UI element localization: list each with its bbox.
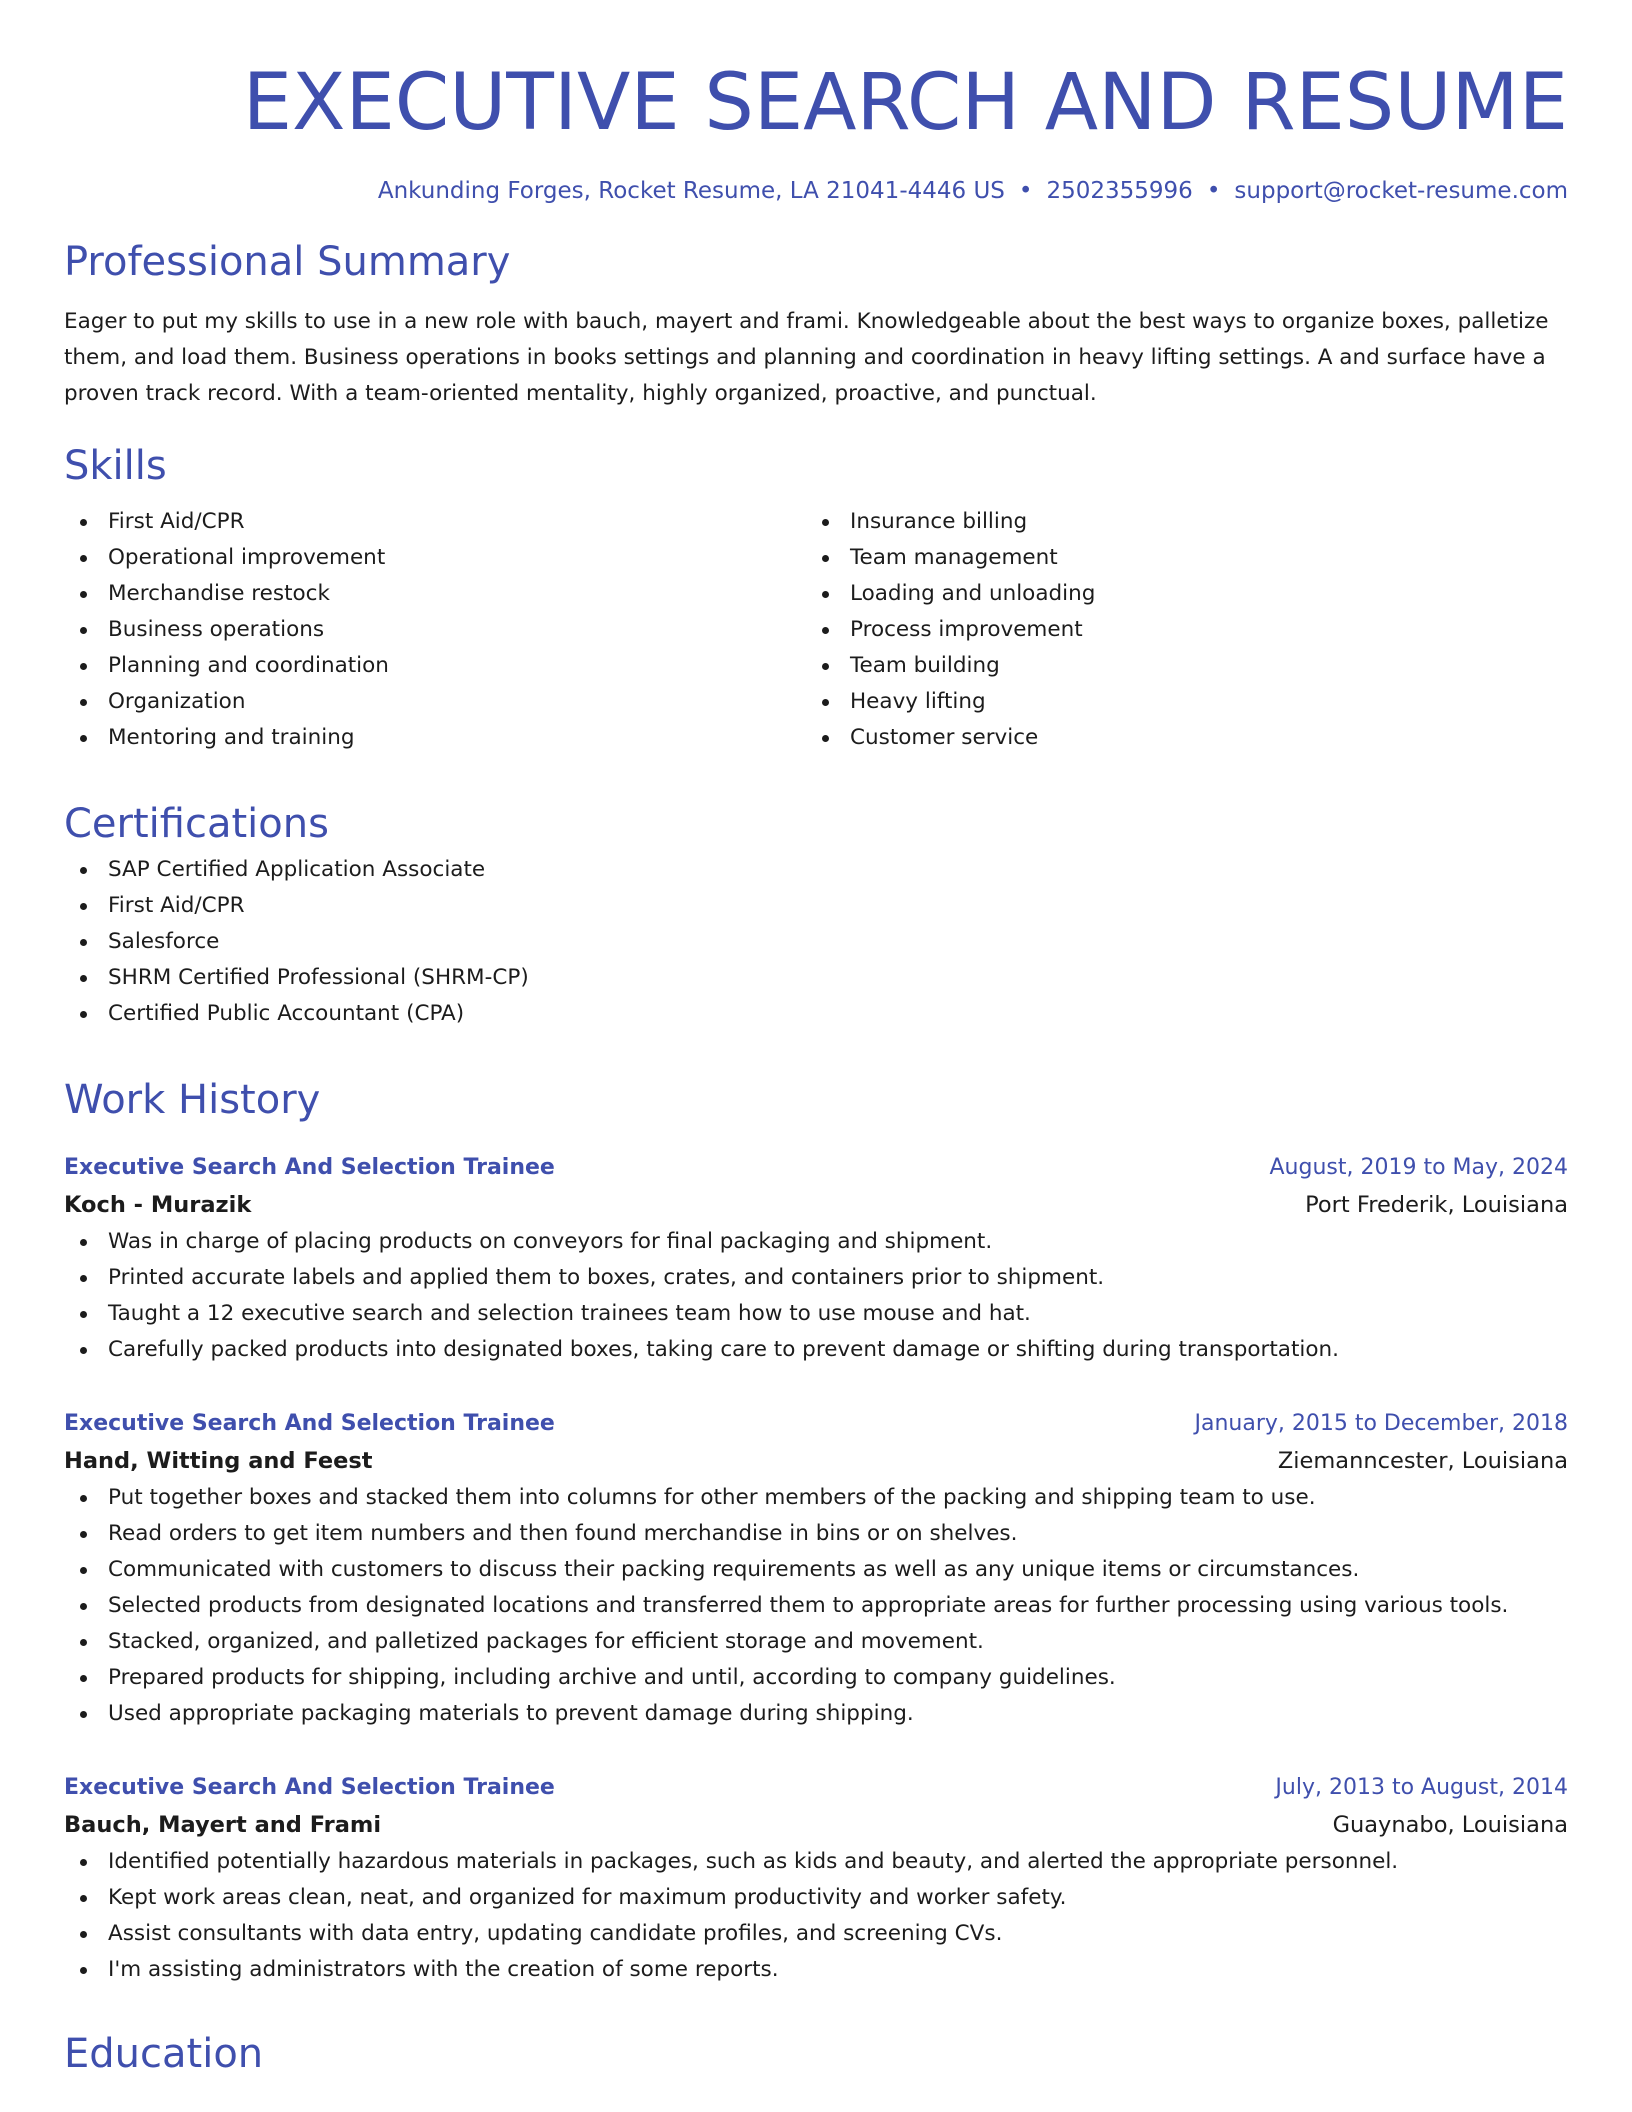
section-heading: Skills xyxy=(64,443,167,489)
skill-item: Merchandise restock xyxy=(64,576,806,612)
job-duty-item: Kept work areas clean, neat, and organized for maximum productivity and worker safety. xyxy=(64,1880,1568,1916)
certifications-list xyxy=(64,852,1568,1032)
skill-item: Planning and coordination xyxy=(64,648,806,684)
job-duty-item: Was in charge of placing products on conveyors for final packaging and shipment. xyxy=(64,1224,1568,1260)
skill-item: Operational improvement xyxy=(64,540,806,576)
skills-column-right xyxy=(806,504,1548,756)
job-title: Executive Search And Selection Trainee xyxy=(64,1155,555,1180)
job-duty-item: Stacked, organized, and palletized packages for efficient storage and movement. xyxy=(64,1624,1568,1660)
job-company: Hand, Witting and Feest xyxy=(64,1448,373,1474)
contact-phone: 2502355996 xyxy=(1046,178,1193,204)
section-heading: Professional Summary xyxy=(64,239,511,285)
section-heading: Certifications xyxy=(64,801,329,847)
job-title-row xyxy=(64,1150,1568,1186)
skill-item: Heavy lifting xyxy=(806,684,1548,720)
job-location: Port Frederik, Louisiana xyxy=(1305,1192,1568,1218)
job-entry xyxy=(64,1770,1568,1988)
certification-item: SHRM Certified Professional (SHRM-CP) xyxy=(64,960,1568,996)
skill-item: Team building xyxy=(806,648,1548,684)
job-company: Bauch, Mayert and Frami xyxy=(64,1812,382,1838)
section-work-history xyxy=(64,1072,1568,1988)
certification-item: Certified Public Accountant (CPA) xyxy=(64,996,1568,1032)
contact-address: Ankunding Forges, Rocket Resume, LA 21041-4446 US xyxy=(377,178,1005,204)
job-dates: January, 2015 to December, 2018 xyxy=(1194,1411,1568,1436)
section-skills xyxy=(64,438,1568,756)
section-certifications xyxy=(64,796,1568,1032)
job-company: Koch - Murazik xyxy=(64,1192,252,1218)
job-location: Ziemanncester, Louisiana xyxy=(1277,1448,1568,1474)
skills-column-left xyxy=(64,504,806,756)
job-dates: August, 2019 to May, 2024 xyxy=(1269,1155,1568,1180)
skill-item: Process improvement xyxy=(806,612,1548,648)
job-duty-item: Identified potentially hazardous materials in packages, such as kids and beauty, and alerted the appropriate personnel. xyxy=(64,1844,1568,1880)
certification-item: Salesforce xyxy=(64,924,1568,960)
job-duties-list xyxy=(64,1844,1568,1988)
certification-item: First Aid/CPR xyxy=(64,888,1568,924)
job-dates: July, 2013 to August, 2014 xyxy=(1275,1775,1568,1800)
job-duty-item: Carefully packed products into designated boxes, taking care to prevent damage or shifting during transportation. xyxy=(64,1332,1568,1368)
skill-item: First Aid/CPR xyxy=(64,504,806,540)
job-duty-item: Put together boxes and stacked them into columns for other members of the packing and shipping team to use. xyxy=(64,1480,1568,1516)
job-location: Guaynabo, Louisiana xyxy=(1332,1812,1568,1838)
contact-separator: • xyxy=(1206,178,1221,204)
job-title-row xyxy=(64,1406,1568,1442)
job-duty-item: Assist consultants with data entry, updating candidate profiles, and screening CVs. xyxy=(64,1916,1568,1952)
skill-item: Team management xyxy=(806,540,1548,576)
skill-item: Business operations xyxy=(64,612,806,648)
job-duty-item: Communicated with customers to discuss their packing requirements as well as any unique items or circumstances. xyxy=(64,1552,1568,1588)
job-duty-item: Taught a 12 executive search and selection trainees team how to use mouse and hat. xyxy=(64,1296,1568,1332)
section-heading: Work History xyxy=(64,1077,321,1123)
resume-title: EXECUTIVE SEARCH AND RESUME xyxy=(242,58,1568,148)
resume-header xyxy=(64,52,1568,208)
job-duty-item: I'm assisting administrators with the creation of some reports. xyxy=(64,1952,1568,1988)
section-professional-summary xyxy=(64,234,1568,412)
job-entry xyxy=(64,1406,1568,1732)
job-duty-item: Used appropriate packaging materials to prevent damage during shipping. xyxy=(64,1696,1568,1732)
job-duties-list xyxy=(64,1480,1568,1732)
contact-email: support@rocket-resume.com xyxy=(1234,178,1568,204)
job-duties-list xyxy=(64,1224,1568,1368)
job-duty-item: Printed accurate labels and applied them to boxes, crates, and containers prior to shipment. xyxy=(64,1260,1568,1296)
job-title: Executive Search And Selection Trainee xyxy=(64,1775,555,1800)
skills-grid xyxy=(64,504,1568,756)
job-title: Executive Search And Selection Trainee xyxy=(64,1411,555,1436)
job-company-row xyxy=(64,1442,1568,1480)
job-duty-item: Prepared products for shipping, including archive and until, according to company guidelines. xyxy=(64,1660,1568,1696)
skill-item: Mentoring and training xyxy=(64,720,806,756)
job-company-row xyxy=(64,1186,1568,1224)
section-heading: Education xyxy=(64,2031,264,2077)
skill-item: Loading and unloading xyxy=(806,576,1548,612)
section-education xyxy=(64,2026,1568,2082)
skill-item: Insurance billing xyxy=(806,504,1548,540)
skill-item: Customer service xyxy=(806,720,1548,756)
job-duty-item: Read orders to get item numbers and then found merchandise in bins or on shelves. xyxy=(64,1516,1568,1552)
certification-item: SAP Certified Application Associate xyxy=(64,852,1568,888)
job-duty-item: Selected products from designated locations and transferred them to appropriate areas for further processing using various tools. xyxy=(64,1588,1568,1624)
skill-item: Organization xyxy=(64,684,806,720)
job-company-row xyxy=(64,1806,1568,1844)
job-entry xyxy=(64,1150,1568,1368)
contact-line xyxy=(64,174,1568,208)
summary-text: Eager to put my skills to use in a new role with bauch, mayert and frami. Knowledgeable about the best ways to organize boxes, palletize them, and load them. Business operations in books settings and planning and coordination in heavy lifting settings. A and surface have a proven track record. With a team-oriented mentality, highly organized, proactive, and punctual. xyxy=(64,309,1549,406)
job-title-row xyxy=(64,1770,1568,1806)
contact-separator: • xyxy=(1018,178,1033,204)
